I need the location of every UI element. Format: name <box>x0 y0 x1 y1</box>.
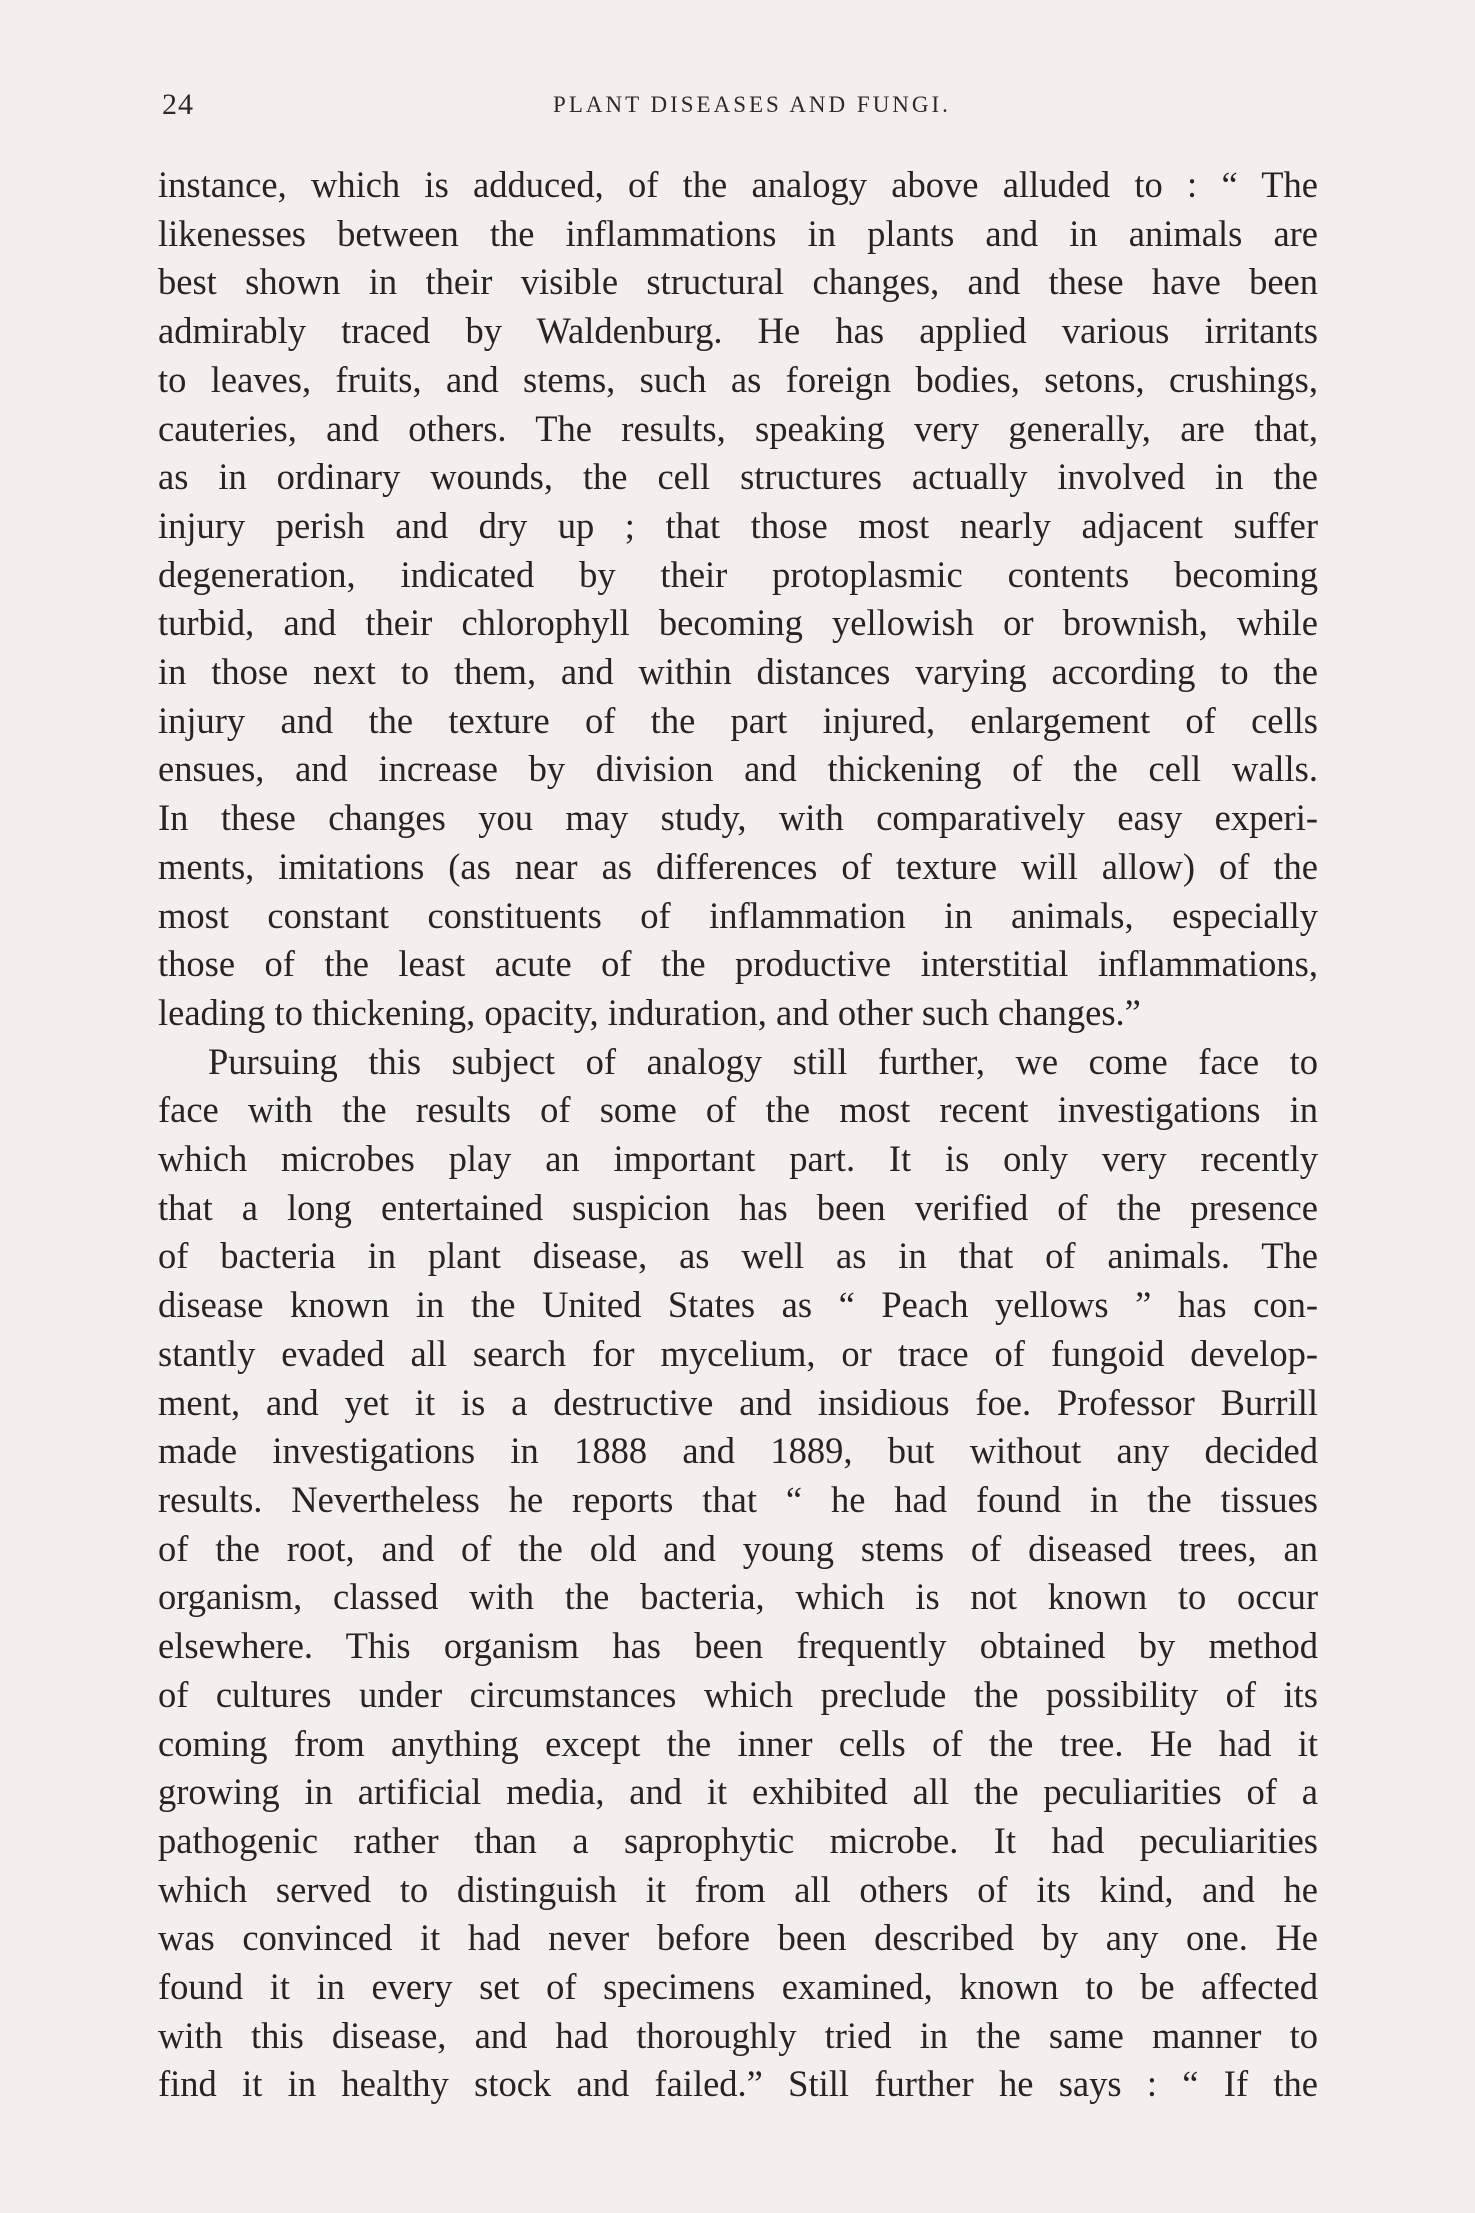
text-line: cauteries, and others. The results, speaking very generally, are that, <box>158 407 1318 449</box>
text-line: Pursuing this subject of analogy still further, we come face to <box>208 1040 1318 1082</box>
text-line: results. Nevertheless he reports that “ he had found in the tissues <box>158 1478 1318 1520</box>
text-line: most constant constituents of inflammation in animals, especially <box>158 894 1318 936</box>
text-line: of the root, and of the old and young stems of diseased trees, an <box>158 1527 1318 1569</box>
page-number: 24 <box>162 88 194 121</box>
text-line: admirably traced by Waldenburg. He has applied various irritants <box>158 310 1318 352</box>
text-line: ensues, and increase by division and thickening of the cell walls. <box>158 748 1318 790</box>
text-line: ment, and yet it is a destructive and insidious foe. Professor Burrill <box>158 1381 1318 1423</box>
text-line: was convinced it had never before been described by any one. He <box>158 1917 1318 1959</box>
text-line: found it in every set of specimens examined, known to be affected <box>158 1966 1318 2008</box>
text-line: organism, classed with the bacteria, which is not known to occur <box>158 1576 1318 1618</box>
text-line: find it in healthy stock and failed.” Still further he says : “ If the <box>158 2063 1318 2105</box>
text-line: turbid, and their chlorophyll becoming yellowish or brownish, while <box>158 602 1318 644</box>
body-text <box>158 161 1318 2109</box>
text-line: face with the results of some of the most recent investigations in <box>158 1089 1318 1131</box>
text-line: those of the least acute of the productive interstitial inflammations, <box>158 943 1318 985</box>
text-line: coming from anything except the inner cells of the tree. He had it <box>158 1722 1318 1764</box>
running-head <box>162 88 1312 124</box>
text-line: leading to thickening, opacity, induration, and other such changes.” <box>158 991 1141 1033</box>
text-line: with this disease, and had thoroughly tried in the same manner to <box>158 2014 1318 2056</box>
text-line: disease known in the United States as “ Peach yellows ” has con- <box>158 1284 1318 1326</box>
text-line: elsewhere. This organism has been frequently obtained by method <box>158 1625 1318 1667</box>
text-line: likenesses between the inflammations in plants and in animals are <box>158 212 1318 254</box>
text-line: made investigations in 1888 and 1889, but without any decided <box>158 1430 1318 1472</box>
text-line: pathogenic rather than a saprophytic microbe. It had peculiarities <box>158 1819 1318 1861</box>
text-line: growing in artificial media, and it exhibited all the peculiarities of a <box>158 1771 1318 1813</box>
text-line: instance, which is adduced, of the analogy above alluded to : “ The <box>158 164 1318 205</box>
running-title: PLANT DISEASES AND FUNGI. <box>553 92 951 117</box>
text-line: ments, imitations (as near as differences of texture will allow) of the <box>158 845 1318 887</box>
text-line: In these changes you may study, with comparatively easy experi- <box>158 797 1318 839</box>
text-line: of cultures under circumstances which preclude the possibility of its <box>158 1673 1318 1715</box>
text-line: that a long entertained suspicion has been verified of the presence <box>158 1186 1318 1228</box>
paragraph-1 <box>158 161 1318 1038</box>
text-line: injury perish and dry up ; that those most nearly adjacent suffer <box>158 504 1318 546</box>
text-line: to leaves, fruits, and stems, such as foreign bodies, setons, crushings, <box>158 358 1318 400</box>
text-line: as in ordinary wounds, the cell structures actually involved in the <box>158 456 1318 498</box>
text-line: stantly evaded all search for mycelium, or trace of fungoid develop- <box>158 1332 1318 1374</box>
text-line: in those next to them, and within distances varying according to the <box>158 651 1318 693</box>
text-line: which served to distinguish it from all others of its kind, and he <box>158 1868 1318 1910</box>
text-line: of bacteria in plant disease, as well as in that of animals. The <box>158 1235 1318 1277</box>
paragraph-2 <box>158 1038 1318 2109</box>
text-line: injury and the texture of the part injured, enlargement of cells <box>158 699 1318 741</box>
text-line: best shown in their visible structural changes, and these have been <box>158 261 1318 303</box>
text-line: which microbes play an important part. It is only very recently <box>158 1138 1318 1180</box>
text-line: degeneration, indicated by their protoplasmic contents becoming <box>158 553 1318 595</box>
